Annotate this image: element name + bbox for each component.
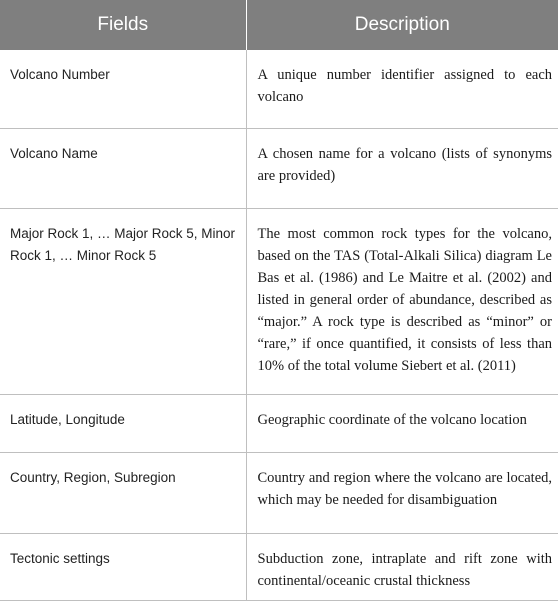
description-cell: Geographic coordinate of the volcano location	[246, 394, 558, 452]
field-cell: Volcano Number	[0, 50, 246, 128]
table-row	[0, 208, 558, 394]
table-row	[0, 128, 558, 208]
table-row	[0, 394, 558, 452]
field-cell: Latitude, Longitude	[0, 394, 246, 452]
table-row	[0, 533, 558, 600]
description-cell: Subduction zone, intraplate and rift zone with continental/oceanic crustal thickness	[246, 533, 558, 600]
description-cell: Country and region where the volcano are located, which may be needed for disambiguation	[246, 452, 558, 533]
table-row	[0, 50, 558, 128]
description-cell: A chosen name for a volcano (lists of synonyms are provided)	[246, 128, 558, 208]
field-cell: Country, Region, Subregion	[0, 452, 246, 533]
description-cell: The most common rock types for the volcano, based on the TAS (Total-Alkali Silica) diagram Le Bas et al. (1986) and Le Maitre et al. (2002) and listed in general order of abundance, described as “major.” A rock type is described as “minor” or “rare,” if once quantified, it consists of less than 10% of the total volume Siebert et al. (2011)	[246, 208, 558, 394]
header-description: Description	[246, 0, 558, 50]
header-row	[0, 0, 558, 50]
field-cell: Volcano Name	[0, 128, 246, 208]
field-cell: Tectonic settings	[0, 533, 246, 600]
table-row	[0, 452, 558, 533]
description-cell: A unique number identifier assigned to each volcano	[246, 50, 558, 128]
header-fields: Fields	[0, 0, 246, 50]
field-cell: Major Rock 1, … Major Rock 5, Minor Rock 1, … Minor Rock 5	[0, 208, 246, 394]
